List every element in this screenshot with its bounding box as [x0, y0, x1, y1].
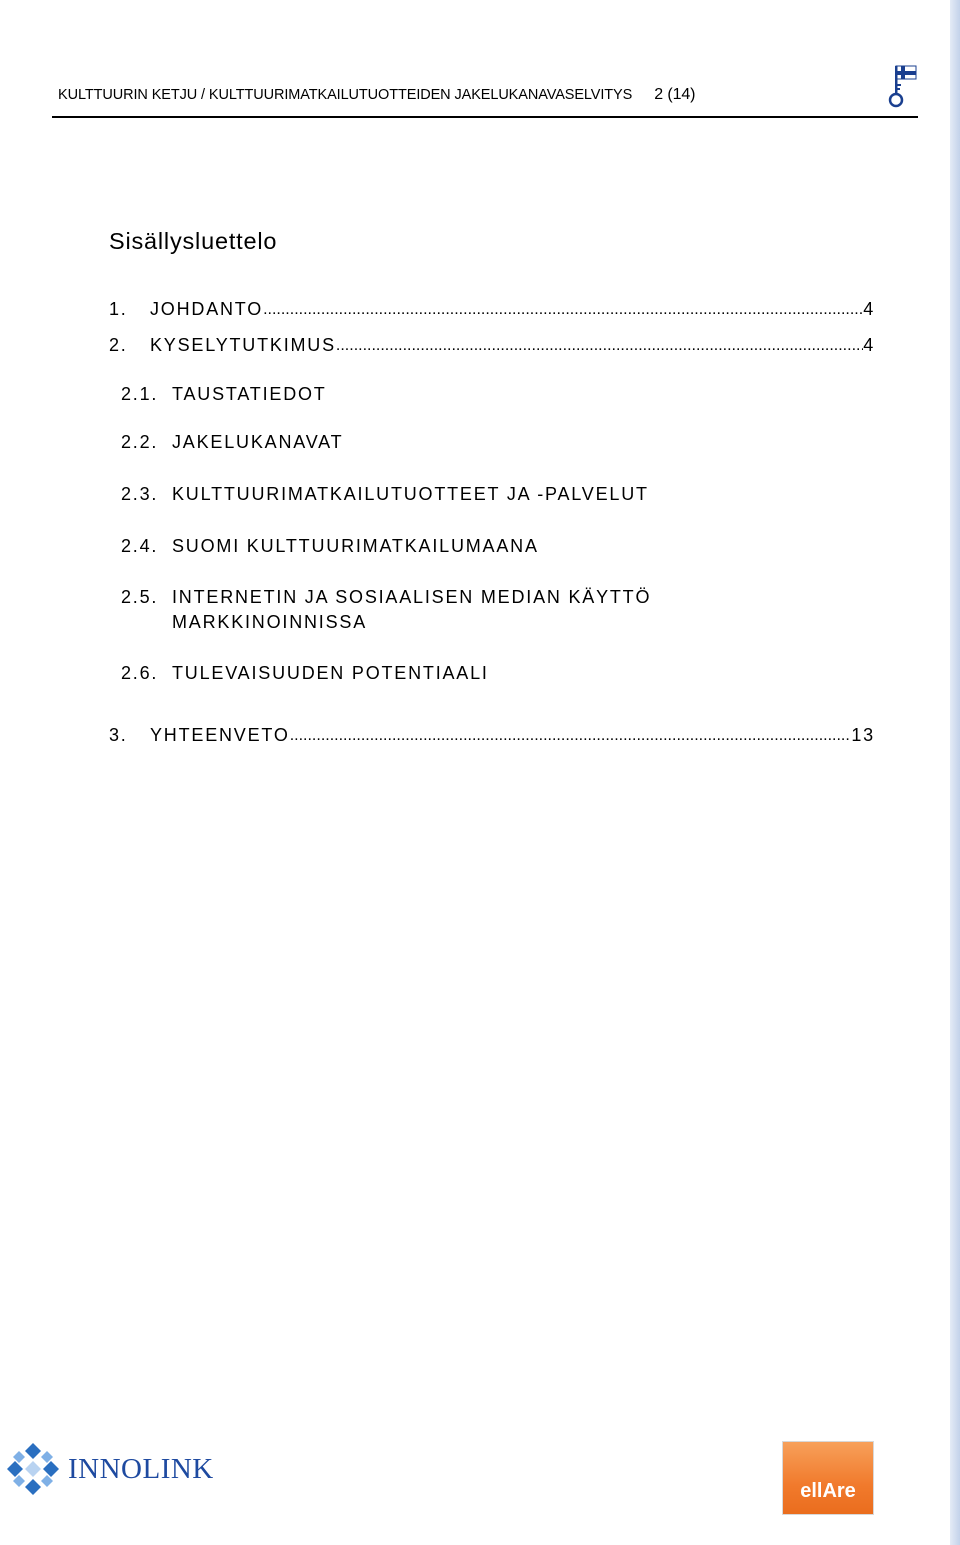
toc-entry[interactable]: [121, 585, 651, 635]
toc-entry-number: 2.5.: [121, 587, 159, 607]
toc-dot-leader: [336, 333, 863, 358]
innolink-emblem-icon: [5, 1441, 61, 1497]
toc-entry-text: YHTEENVETO: [150, 725, 290, 745]
toc-entry[interactable]: [121, 382, 327, 407]
ellare-wordmark: ellAre: [800, 1480, 856, 1502]
running-header: [58, 86, 858, 108]
toc-entry-number: 2.6.: [121, 663, 159, 683]
ellare-logo: [782, 1441, 874, 1515]
toc-entry-text: JAKELUKANAVAT: [172, 432, 344, 452]
toc-title: Sisällysluettelo: [109, 228, 278, 254]
toc-entry-number: 3.: [109, 725, 128, 745]
toc-entry-text: TULEVAISUUDEN POTENTIAALI: [172, 663, 489, 683]
header-title: KULTTUURIN KETJU / KULTTUURIMATKAILUTUOTTEIDEN JAKELUKANAVASELVITYS: [58, 87, 633, 103]
toc-entry[interactable]: [121, 661, 489, 686]
toc-entry-number: 2.1.: [121, 384, 159, 404]
header-rule: [52, 116, 918, 118]
toc-entry[interactable]: [109, 333, 875, 358]
toc-entry-number: 2.3.: [121, 484, 159, 504]
toc-entry-page: 4: [863, 299, 875, 319]
toc-entry-text: KYSELYTUTKIMUS: [150, 335, 336, 355]
toc-entry-number: 2.4.: [121, 536, 159, 556]
toc-entry[interactable]: [109, 723, 875, 748]
toc-entry[interactable]: [121, 430, 343, 455]
toc-entry-number: 2.2.: [121, 432, 159, 452]
innolink-logo: [5, 1441, 225, 1497]
key-flag-icon: [885, 64, 919, 108]
toc-entry[interactable]: [121, 534, 539, 559]
page-edge-strip: [950, 0, 960, 1545]
toc-entry-text: TAUSTATIEDOT: [172, 384, 327, 404]
toc-entry-number: 1.: [109, 299, 128, 319]
toc-entry-text: INTERNETIN JA SOSIAALISEN MEDIAN KÄYTTÖ: [172, 587, 652, 607]
toc-entry-page: 4: [863, 335, 875, 355]
toc-entry-text-continued: MARKKINOINNISSA: [172, 612, 368, 632]
toc-dot-leader: [263, 297, 863, 322]
toc-entry-text: KULTTUURIMATKAILUTUOTTEET JA -PALVELUT: [172, 484, 649, 504]
toc-entry-number: 2.: [109, 335, 128, 355]
toc-entry-text: JOHDANTO: [150, 299, 264, 319]
toc-entry[interactable]: [121, 482, 649, 507]
toc-entry-page: 13: [851, 725, 875, 745]
toc-dot-leader: [290, 723, 852, 748]
toc-entry-text: SUOMI KULTTUURIMATKAILUMAANA: [172, 536, 539, 556]
header-page-number: 2 (14): [654, 86, 696, 103]
innolink-wordmark: INNOLINK: [68, 1453, 214, 1485]
toc-entry[interactable]: [109, 297, 875, 322]
